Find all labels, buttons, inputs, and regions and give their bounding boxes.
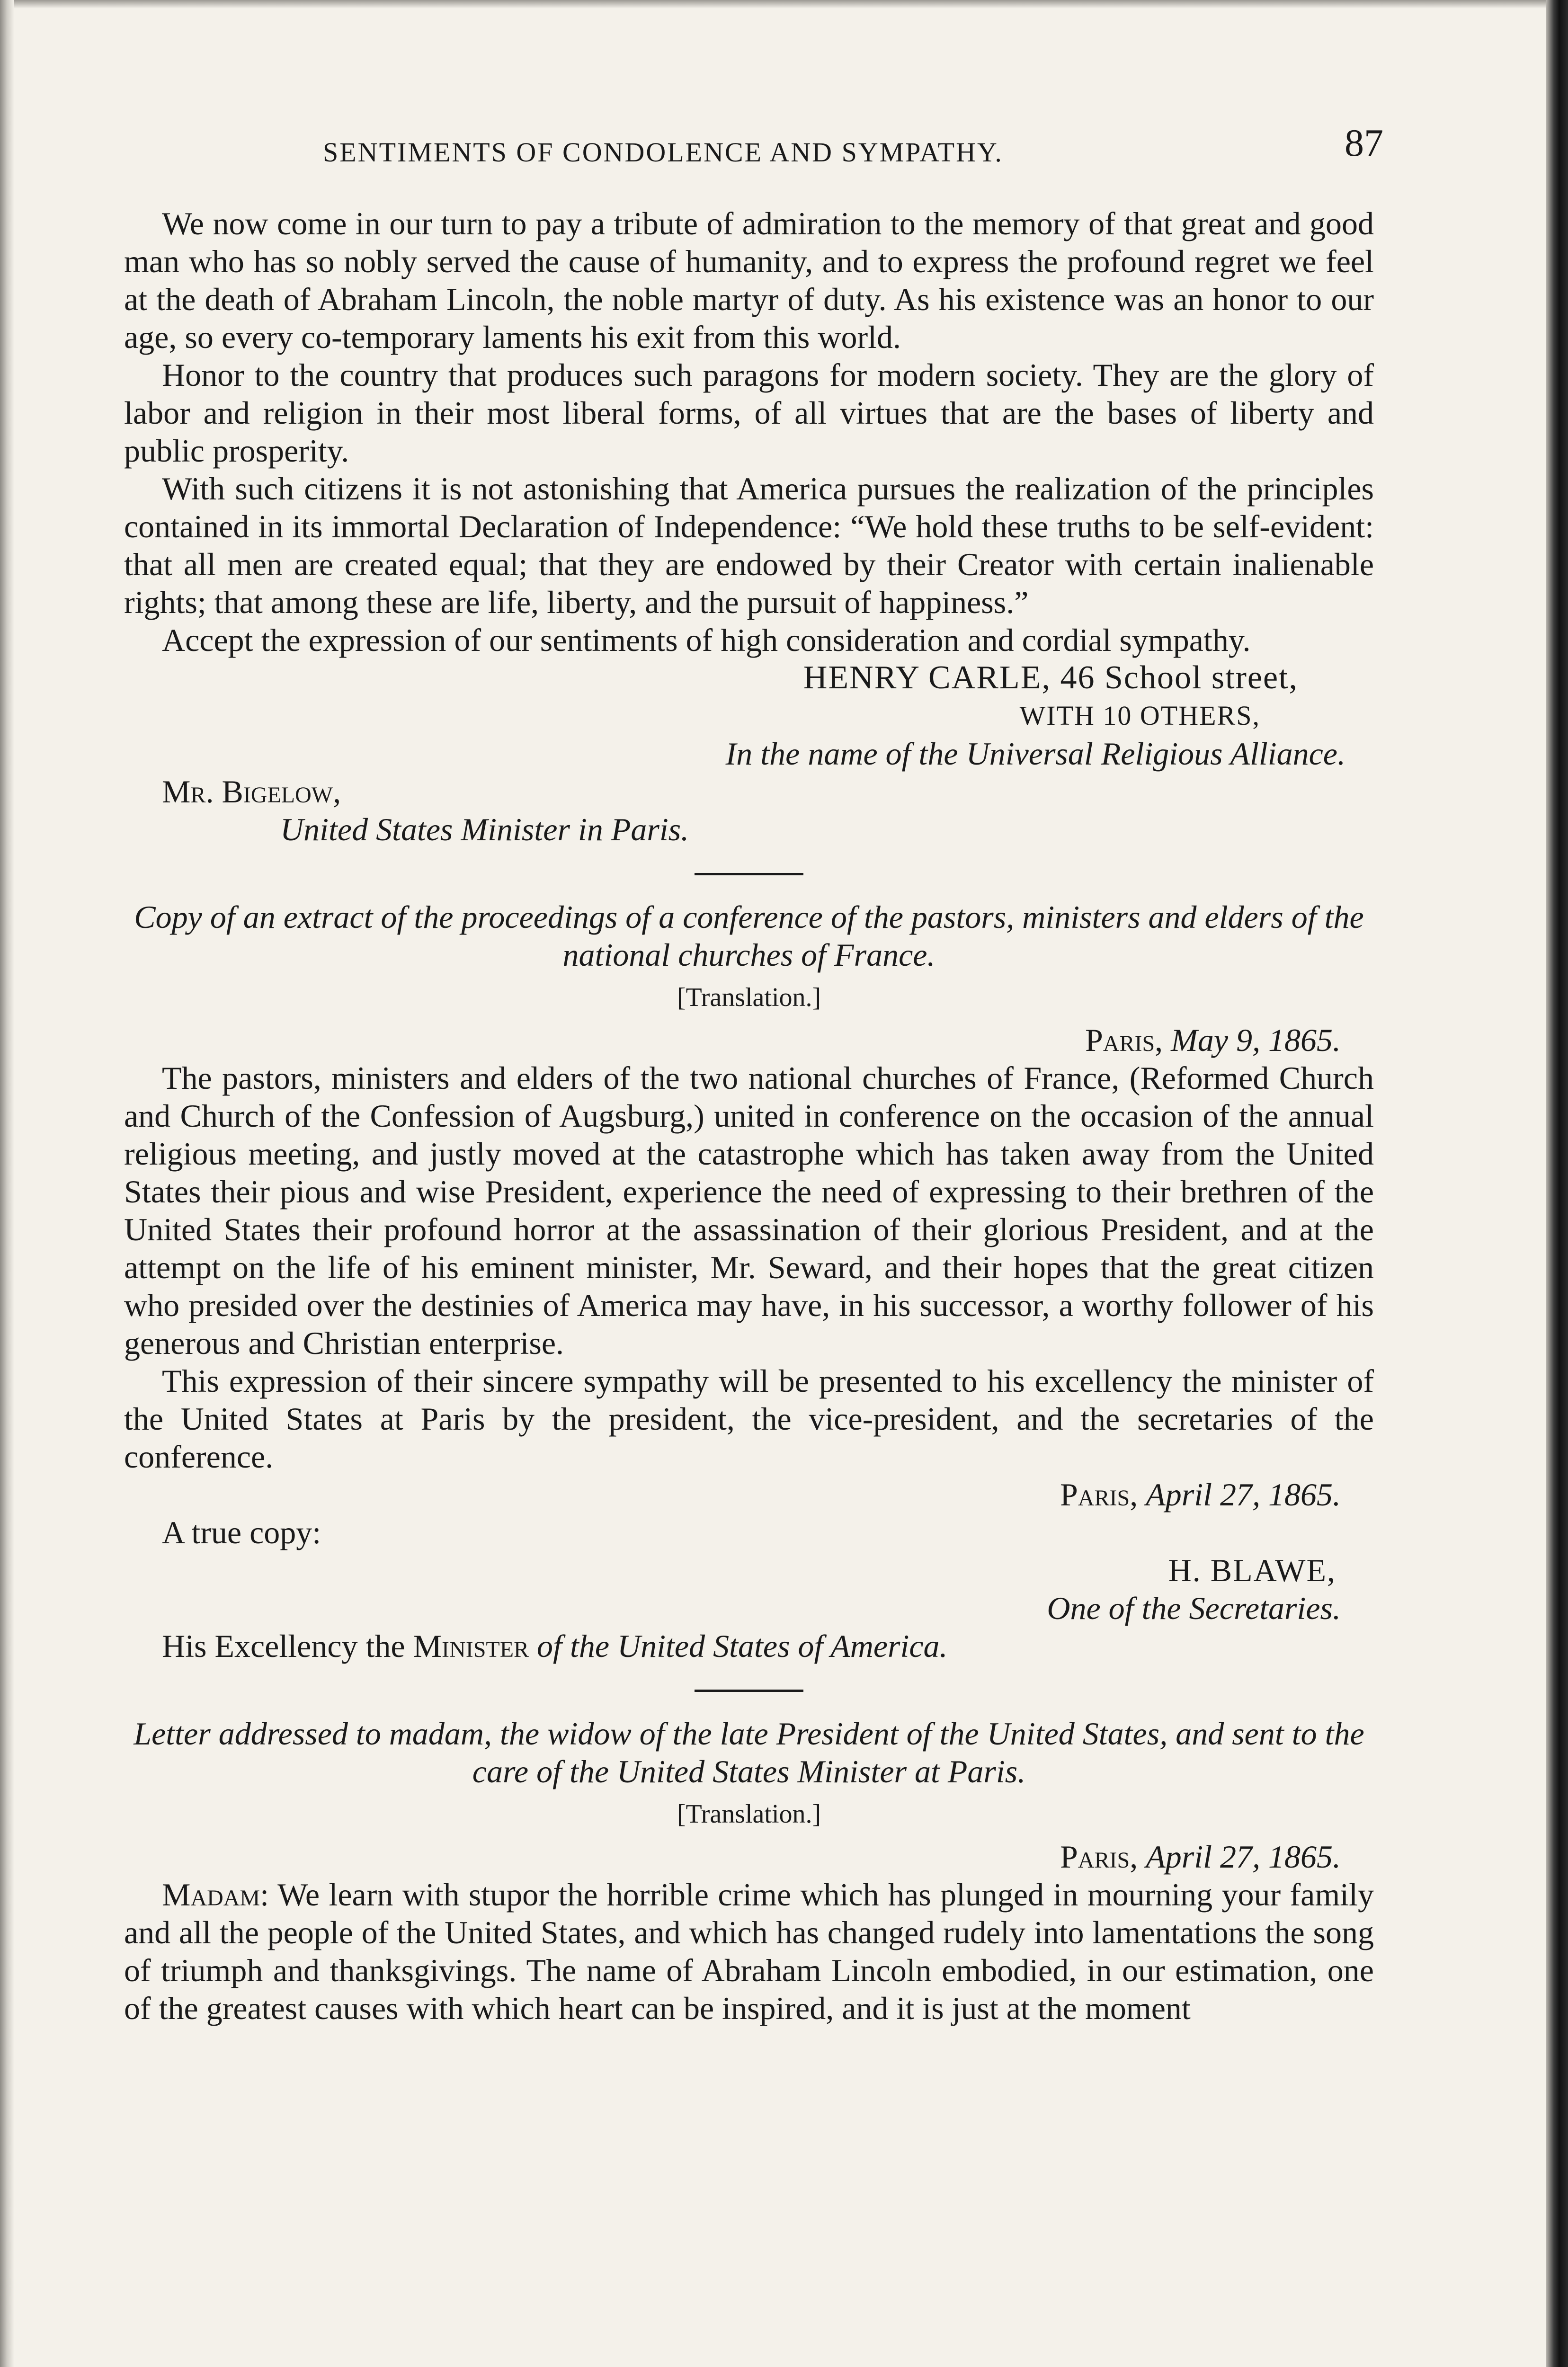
dateline-place: Paris, xyxy=(1085,1022,1163,1058)
section-divider xyxy=(695,873,803,875)
page-top-edge xyxy=(0,0,1568,9)
paragraph: With such citizens it is not astonishing that America pursues the realization of the principles contained in its immortal Declaration of Independence: “We hold these truths to be self-evident: that all men are created equal; that they are endowed by their Creator with certain inalienable rights; that among these are life, liberty, and the pursuit of happiness.” xyxy=(124,471,1374,620)
dateline-date: April 27, 1865. xyxy=(1146,1477,1341,1513)
translation-note: [Translation.] xyxy=(677,983,821,1012)
addressee-line xyxy=(162,1627,1374,1665)
signer-name: H. BLAWE, xyxy=(1168,1552,1336,1588)
signature-name: HENRY CARLE, 46 School street, xyxy=(803,659,1298,696)
addressee-prefix: His Excellency the xyxy=(162,1628,405,1664)
signature-organization: In the name of the Universal Religious Alliance. xyxy=(725,736,1345,772)
page-header xyxy=(124,121,1383,171)
dateline-date: May 9, 1865. xyxy=(1171,1022,1341,1058)
dateline-date: April 27, 1865. xyxy=(1146,1839,1341,1875)
paragraph-text: We learn with stupor the horrible crime which has plunged in mourning your family and all the people of the United States, and which has changed rudely into lamentations the song of triumph and thanksgivings. The name of Abraham Lincoln embodied, in our estimation, one of the greatest causes with which heart can be inspired, and it is just at the moment xyxy=(124,1877,1374,2026)
paragraph: We now come in our turn to pay a tribute of admiration to the memory of that great and good man who has so nobly served the cause of humanity, and to express the profound regret we feel at the death of Abraham Lincoln, the noble martyr of duty. As his existence was an honor to our age, so every co-temporary laments his exit from this world. xyxy=(124,205,1374,355)
section-divider xyxy=(695,1690,803,1692)
running-head: SENTIMENTS OF CONDOLENCE AND SYMPATHY. xyxy=(323,137,1003,168)
paragraph xyxy=(124,1876,1374,2027)
section-caption: Copy of an extract of the proceedings of a conference of the pastors, ministers and elders of the national churches of France. xyxy=(134,899,1364,973)
paragraph: Honor to the country that produces such paragons for modern society. They are the glory of labor and religion in their most liberal forms, of all virtues that are the bases of liberty and public prosperity. xyxy=(124,357,1374,469)
dateline xyxy=(124,1838,1341,1876)
page-number: 87 xyxy=(1345,121,1383,164)
salutation: Madam: xyxy=(162,1877,269,1913)
section-caption: Letter addressed to madam, the widow of the late President of the United States, and sent to the care of the United States Minister at Paris. xyxy=(134,1716,1364,1789)
page-body xyxy=(124,205,1374,2027)
paragraph: The pastors, ministers and elders of the two national churches of France, (Reformed Church and Church of the Confession of Augsburg,) united in conference on the occasion of the annual religious meeting, and justly moved at the catastrophe which has taken away from the United States their pious and wise President, experience the need of expressing to their brethren of the United States their profound horror at the assassination of their glorious President, and at the attempt on the life of his eminent minister, Mr. Seward, and their hopes that the great citizen who presided over the destinies of America may have, in his successor, a worthy follower of his generous and Christian enterprise. xyxy=(124,1060,1374,1361)
addressee-minister: Minister xyxy=(413,1628,529,1664)
signature-with-others: WITH 10 OTHERS, xyxy=(1019,700,1260,731)
addressee-suffix: of the United States of America. xyxy=(537,1628,948,1664)
dateline xyxy=(124,1476,1341,1513)
paragraph: Accept the expression of our sentiments of high consideration and cordial sympathy. xyxy=(162,622,1251,658)
translation-note: [Translation.] xyxy=(677,1799,821,1829)
true-copy-label: A true copy: xyxy=(162,1514,321,1550)
paragraph: This expression of their sincere sympathy will be presented to his excellency the minister of the United States at Paris by the president, the vice-president, and the secretaries of the conference. xyxy=(124,1363,1374,1475)
page-left-edge xyxy=(0,0,14,2367)
addressee-title: United States Minister in Paris. xyxy=(280,811,689,847)
dateline-place: Paris, xyxy=(1060,1839,1138,1875)
page-binding-edge xyxy=(1546,0,1568,2367)
signer-title: One of the Secretaries. xyxy=(1047,1590,1341,1626)
dateline xyxy=(124,1021,1341,1059)
addressee: Mr. Bigelow, xyxy=(162,774,341,810)
dateline-place: Paris, xyxy=(1060,1477,1138,1513)
